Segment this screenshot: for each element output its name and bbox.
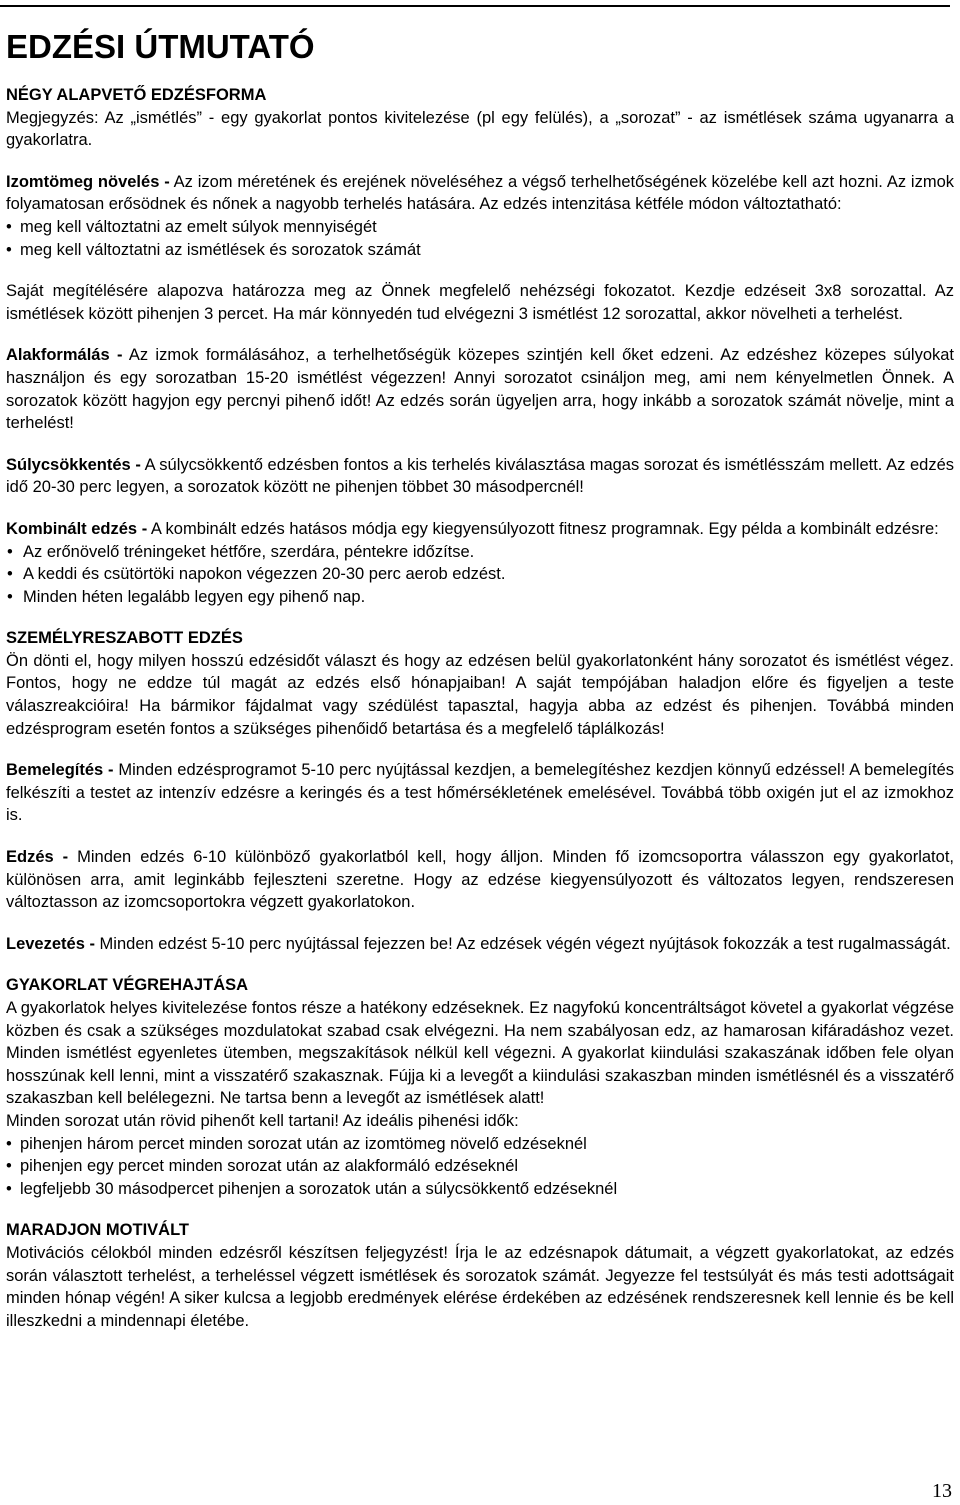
cooldown-term: Levezetés -: [6, 934, 95, 953]
difficulty-paragraph: Saját megítélésére alapozva határozza meg az Önnek megfelelő nehézségi fokozatot. Kezdje edzéseit 3x8 sorozattal. Az ismétlések között pihenjen 3 percet. Ha már könnyedén tud elvégezni 3 ismétlést 12 sorozattal, akkor növelheti a terhelést.: [6, 282, 954, 323]
document-page: [6, 24, 954, 1332]
list-item: • pihenjen egy percet minden sorozat után az alakformáló edzéseknél: [6, 1155, 954, 1178]
list-item: • pihenjen három percet minden sorozat után az izomtömeg növelő edzéseknél: [6, 1133, 954, 1156]
warmup-text: Minden edzésprogramot 5-10 perc nyújtással kezdjen, a bemelegítéshez kezdjen könnyű edzéssel! A bemelegítés felkészíti a testet az intenzív edzésre a keringés és a test hőmérsékletének emelésével. Továbbá több oxigén jut el az izmokhoz is.: [6, 761, 954, 825]
rest-list: [6, 1133, 954, 1201]
weight-loss-paragraph: [6, 454, 954, 499]
cooldown-text: Minden edzést 5-10 perc nyújtással fejezzen be! Az edzések végén végezt nyújtások fokozzák a test rugalmasságát.: [94, 934, 951, 953]
combined-paragraph: [6, 518, 954, 541]
shaping-paragraph: [6, 344, 954, 434]
section-heading-execution: GYAKORLAT VÉGREHAJTÁSA: [6, 976, 249, 995]
shaping-text: Az izmok formálásához, a terhelhetőségük közepes szintjén kell őket edzeni. Az edzéshez közepes súlyokat használjon és egy sorozatban 15-20 ismétlést végezzen! Annyi sorozatot csináljon meg, ami nem kényelmetlen Önnek. A sorozatok között hagyjon egy percnyi pihenő időt! Az edzés során ügyeljen arra, hogy inkább a sorozatok számát növelje, mint a terhelést!: [6, 346, 955, 433]
muscle-gain-list: [6, 216, 954, 261]
muscle-gain-term: Izomtömeg növelés -: [6, 172, 170, 191]
weight-loss-term: Súlycsökkentés -: [6, 455, 141, 474]
combined-list: [6, 541, 954, 609]
warmup-paragraph: [6, 759, 954, 827]
execution-paragraph: A gyakorlatok helyes kivitelezése fontos része a hatékony edzéseknek. Ez nagyfokú koncentráltságot követel a gyakorlat végzése közben és csak a szükséges mozdulatokat szabad csak elvégezni. Ha nem szabályosan edz, az hamarosan kifáradáshoz vezet. Minden ismétlést egyenletes ütemben, megszakítások nélkül kell végezni. A gyakorlat kiindulási szakaszának időben fele olyan hosszúnak kell lenni, mint a visszatérő szakasznak. Fújja ki a levegőt a kiindulási szakaszban minden ismétlésnél és a visszatérő szakaszban kell belélegezni. Ne tartsa benn a levegőt az ismétlések alatt!: [6, 999, 954, 1108]
page-number: 13: [932, 1480, 952, 1502]
list-item: • meg kell változtatni az emelt súlyok mennyiségét: [6, 216, 954, 239]
shaping-term: Alakformálás -: [6, 346, 123, 365]
list-item: • meg kell változtatni az ismétlések és sorozatok számát: [6, 239, 954, 262]
muscle-gain-paragraph: [6, 171, 954, 216]
document-title: EDZÉSI ÚTMUTATÓ: [6, 28, 315, 65]
rest-intro: Minden sorozat után rövid pihenőt kell tartani! Az ideális pihenési idők:: [6, 1111, 519, 1130]
combined-text: A kombinált edzés hatásos módja egy kiegyensúlyozott fitnesz programnak. Egy példa a kombinált edzésre:: [147, 519, 939, 538]
list-item: • Az erőnövelő tréningeket hétfőre, szerdára, péntekre időzítse.: [6, 541, 954, 564]
custom-paragraph: Ön dönti el, hogy milyen hosszú edzésidőt választ és hogy az edzésen belül gyakorlatonként hány sorozatot és ismétlést végez. Fontos, hogy ne eddze túl magát az edzés első hónapjaiban! A saját tempójában haladjon előre és figyeljen a teste válaszreakcióira! Ha bármikor fájdalmat vagy szédülést tapasztal, hagyja abba az edzést és pihenjen. Továbbá minden edzésprogram esetén fontos a szükséges pihenőidő betartása és a megfelelő táplálkozás!: [6, 651, 954, 738]
note-paragraph: Megjegyzés: Az „ismétlés” - egy gyakorlat pontos kivitelezése (pl egy felülés), a „sorozat” - az ismétlések száma ugyanarra a gyakorlatra.: [6, 108, 954, 150]
motivation-paragraph: Motivációs célokból minden edzésről készítsen feljegyzést! Írja le az edzésnapok dátumait, a végzett gyakorlatokat, az edzés során választott terhelést, a terheléssel végzett ismétlések és sorozatok számát. Jegyezze fel testsúlyát és más testi adottságait minden hónap végén! A siker kulcsa a legjobb eredmények elérése érdekében az edzésének rendszeresnek kell lennie és be kell illeszkedni a mindennapi életébe.: [6, 1243, 954, 1330]
section-heading-custom: SZEMÉLYRESZABOTT EDZÉS: [6, 629, 243, 648]
header-rule: [0, 5, 950, 7]
workout-paragraph: [6, 846, 954, 914]
list-item: • legfeljebb 30 másodpercet pihenjen a sorozatok után a súlycsökkentő edzéseknél: [6, 1178, 954, 1201]
section-heading-motivation: MARADJON MOTIVÁLT: [6, 1221, 190, 1240]
list-item: • A keddi és csütörtöki napokon végezzen 20-30 perc aerob edzést.: [6, 563, 954, 586]
muscle-gain-text: Az izom méretének és erejének növeléséhez a végső terhelhetőségének közelébe kell azt hozni. Az izmok folyamatosan erősödnek és nőnek a nagyobb terhelés hatására. Az edzés intenzitása kétféle módon változtatható:: [6, 172, 954, 214]
warmup-term: Bemelegítés -: [6, 761, 114, 780]
list-item: • Minden héten legalább legyen egy pihenő nap.: [6, 586, 954, 609]
section-heading-training-forms: NÉGY ALAPVETŐ EDZÉSFORMA: [6, 86, 267, 104]
combined-term: Kombinált edzés -: [6, 519, 148, 538]
workout-term: Edzés -: [6, 848, 69, 867]
workout-text: Minden edzés 6-10 különböző gyakorlatból kell, hogy álljon. Minden fő izomcsoportra válasszon egy gyakorlatot, különösen arra, amit leginkább fejleszteni szeretne. Hogy az edzése kiegyensúlyozott és változatos legyen, rendszeresen változtasson az izomcsoportokra végzett gyakorlatokon.: [6, 848, 954, 912]
weight-loss-text: A súlycsökkentő edzésben fontos a kis terhelés kiválasztása magas sorozat és ismétlésszám mellett. Az edzés idő 20-30 perc legyen, a sorozatok között ne pihenjen többet 30 másodpercnél!: [6, 455, 954, 497]
cooldown-paragraph: [6, 933, 954, 956]
